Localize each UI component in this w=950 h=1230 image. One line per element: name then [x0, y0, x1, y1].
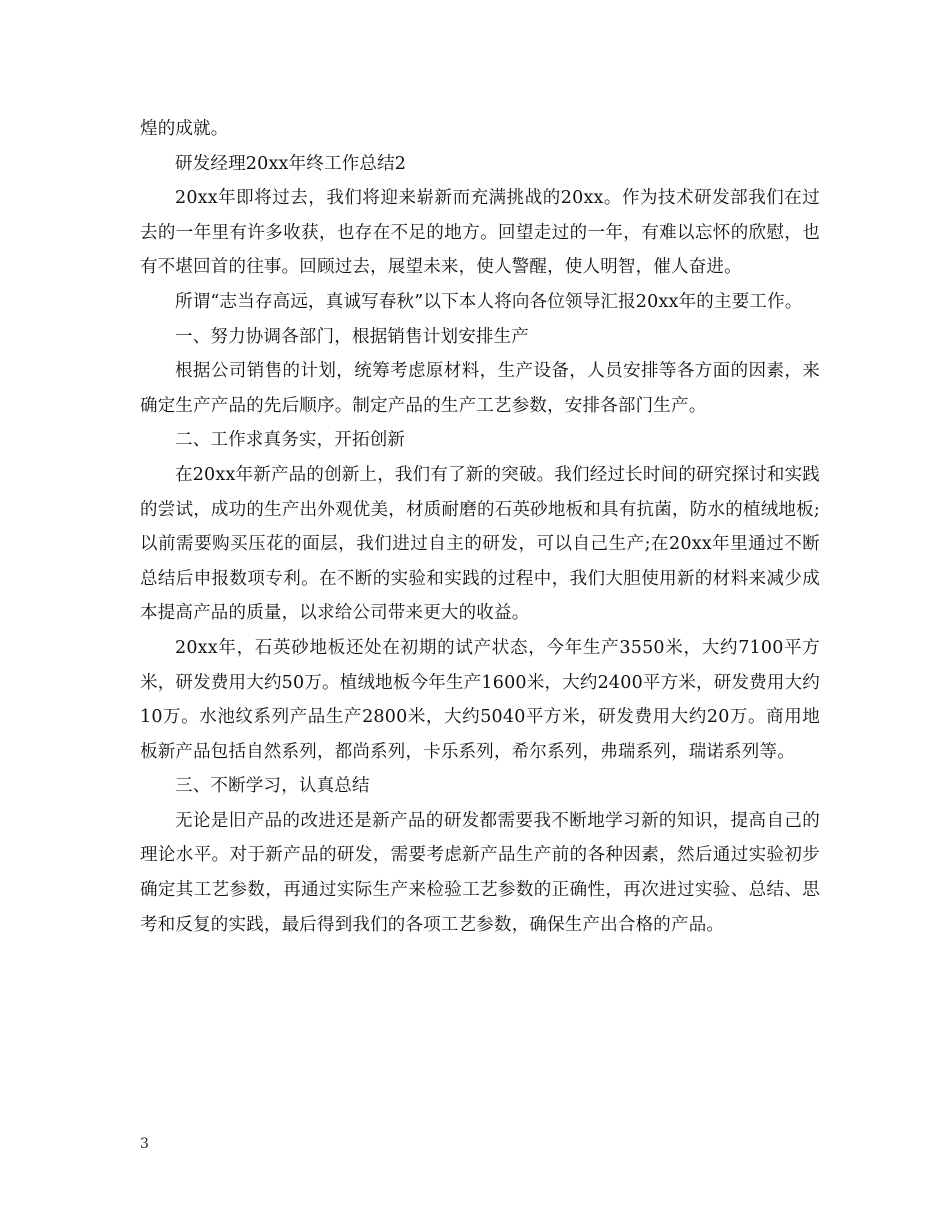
paragraph-learning: 无论是旧产品的改进还是新产品的研发都需要我不断地学习新的知识，提高自己的理论水平。对于新产品的研发，需要考虑新产品生产前的各种因素，然后通过实验初步确定其工艺参数，再通过实际生产来检验工艺参数的正确性，再次进过实验、总结、思考和反复的实践，最后得到我们的各项工艺参数，确保生产出合格的产品。 — [140, 810, 820, 935]
heading-one: 一、努力协调各部门，根据销售计划安排生产 — [175, 326, 529, 347]
page-number: 3 — [140, 1136, 149, 1152]
section-title: 研发经理20xx年终工作总结2 — [175, 153, 407, 174]
paragraph-continuation: 煌的成就。 — [140, 119, 229, 139]
paragraph-production-plan: 根据公司销售的计划，统筹考虑原材料，生产设备，人员安排等各方面的因素，来确定生产产品的先后顺序。制定产品的生产工艺参数，安排各部门生产。 — [140, 361, 820, 416]
paragraph-product-figures: 20xx年，石英砂地板还处在初期的试产状态，今年生产3550米，大约7100平方米，研发费用大约50万。植绒地板今年生产1600米，大约2400平方米，研发费用大约10万。水池纹系列产品生产2800米，大约5040平方米，研发费用大约20万。商用地板新产品包括自然系列，都尚系列，卡乐系列，希尔系列，弗瑞系列，瑞诺系列等。 — [140, 637, 820, 762]
document-body — [140, 112, 820, 942]
heading-two: 二、工作求真务实，开拓创新 — [175, 430, 406, 451]
paragraph-intro: 20xx年即将过去，我们将迎来崭新而充满挑战的20xx。作为技术研发部我们在过去的一年里有许多收获，也存在不足的地方。回望走过的一年，有难以忘怀的欣慰，也有不堪回首的往事。回顾过去，展望未来，使人警醒，使人明智，催人奋进。 — [140, 188, 820, 278]
paragraph-innovation: 在20xx年新产品的创新上，我们有了新的突破。我们经过长时间的研究探讨和实践的尝试，成功的生产出外观优美，材质耐磨的石英砂地板和具有抗菌，防水的植绒地板;以前需要购买压花的面层，我们进过自主的研发，可以自己生产;在20xx年里通过不断总结后申报数项专利。在不断的实验和实践的过程中，我们大胆使用新的材料来减少成本提高产品的质量，以求给公司带来更大的收益。 — [140, 464, 820, 624]
heading-three: 三、不断学习，认真总结 — [175, 776, 370, 797]
paragraph-report-lead: 所谓“志当存高远，真诚写春秋”以下本人将向各位领导汇报20xx年的主要工作。 — [175, 291, 803, 312]
